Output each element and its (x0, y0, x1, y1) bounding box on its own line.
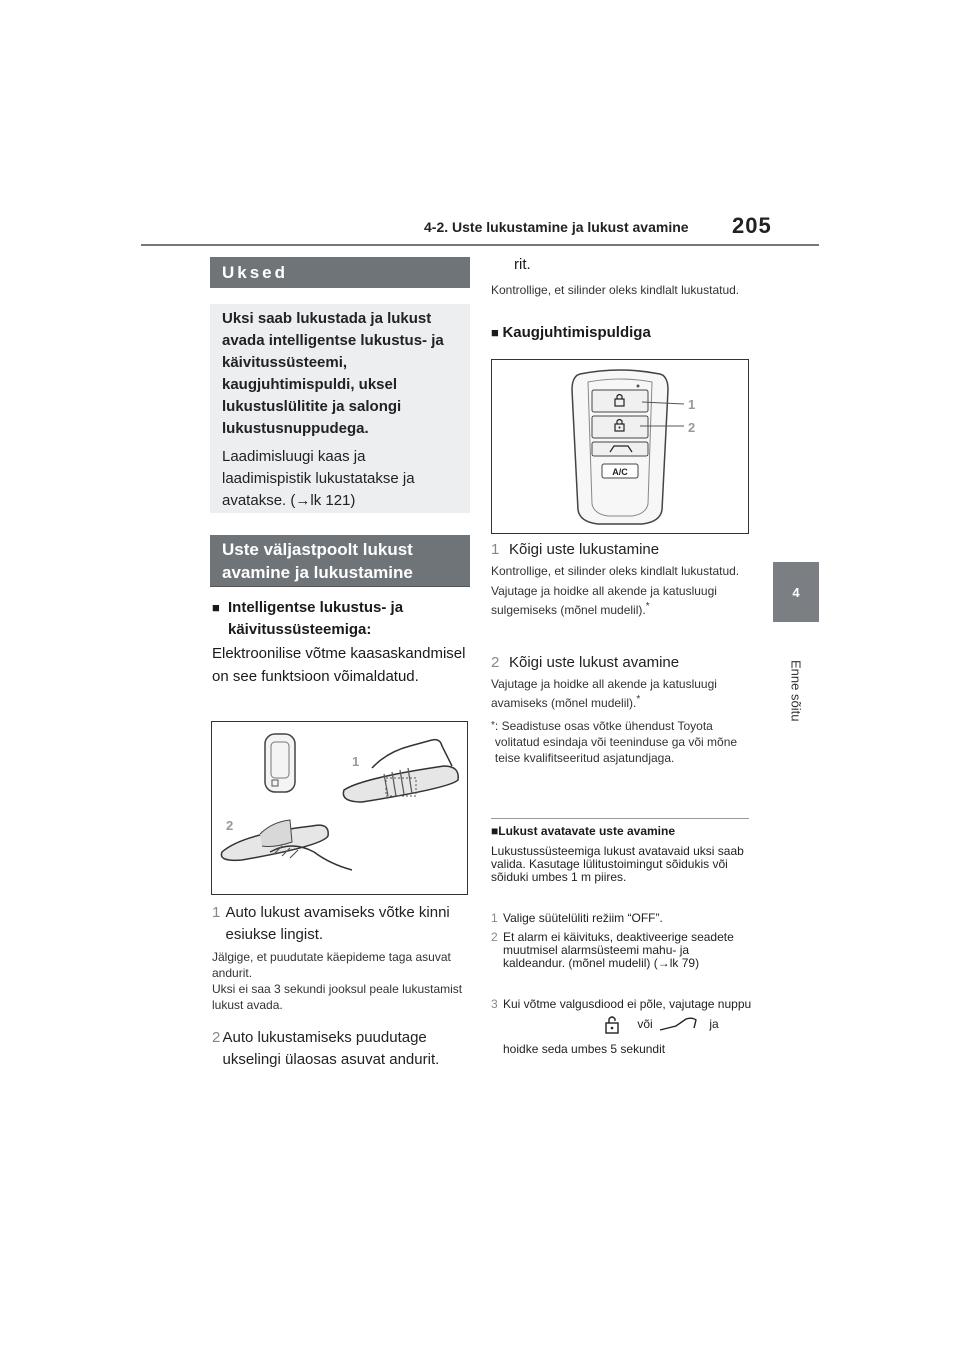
page-number: 205 (732, 213, 772, 238)
trunk-icon (656, 1016, 700, 1034)
note-text: Jälgige, et puudutate käepideme taga asuvat andurit. (212, 950, 451, 980)
unlock-step-2 (491, 931, 753, 970)
divider (491, 818, 749, 819)
paragraph-unlock-doors: Lukustussüsteemiga lukust avatavaid uksi saab valida. Kasutage lülitustoimingut sõidukis või sõiduki umbes 1 m piires. (491, 844, 744, 884)
remote-note-unlock (491, 676, 749, 711)
running-header: 4-2. Uste lukustamine ja lukust avamine (424, 219, 689, 235)
step-number: 1 (491, 541, 500, 558)
subheading-unlock-doors (491, 824, 675, 838)
subheading-smart-entry: ■ Intelligentse lukustus- ja käivitussüsteemiga: (212, 597, 470, 641)
note-text: Uksi ei saa 3 sekundi jooksul peale lukustamist lukust avada. (212, 982, 463, 1012)
step-text: Auto lukust avamiseks võtke kinni esiukse lingist. (225, 904, 450, 943)
step-text: Kui võtme valgusdiood ei põle, vajutage nuppu (503, 997, 752, 1011)
fig1-label-1: 1 (352, 754, 360, 769)
inline-text: ja (709, 1017, 719, 1032)
unlock-step-3-icons (600, 1014, 719, 1036)
subheading-text: Intelligentse lukustus- ja käivitussüsteemiga: (228, 599, 404, 638)
unlock-icon (600, 1014, 624, 1036)
key-fob-icon (572, 370, 668, 524)
step-text: Kõigi uste lukust avamine (509, 654, 680, 671)
bullet: ■ (491, 824, 499, 838)
chapter-label: Enne sõitu (788, 660, 804, 722)
remote-illustration (492, 360, 748, 533)
ac-button-label: A/C (612, 467, 628, 477)
step-text: Valige süütelüliti režiim “OFF”. (503, 911, 663, 925)
note-text: Vajutage ja hoidke all akende ja katusluugi sulgemiseks (mõnel mudelil). (491, 584, 717, 617)
asterisk: * (645, 601, 650, 612)
step-text: Et alarm ei käivituks, deaktiveerige seadete muutmisel alarmsüsteemi mahu- ja kaldeandur. (mõnel mudelil) (→lk 79) (503, 930, 734, 970)
inline-text: või (637, 1017, 653, 1032)
bullet: ■ (491, 325, 503, 340)
hand-icon (221, 820, 352, 870)
fig1-label-2: 2 (226, 818, 234, 833)
subheading-text: Lukust avatavate uste avamine (498, 824, 675, 838)
note-text-with-asterisk (491, 583, 749, 618)
step-number: 1 (212, 904, 221, 921)
remote-note-lock (491, 563, 749, 618)
footnote (491, 718, 749, 766)
note-sensor (212, 949, 470, 1013)
summary-bold: Uksi saab lukustada ja lukust avada intelligentse lukustus- ja käivitussüsteemi, kaugjuhtimispuldi, uksel lukustuslülitite ja salongi lukustusnuppudega. (222, 310, 444, 437)
remote-step-unlock (491, 652, 679, 674)
key-fob-icon (265, 734, 295, 792)
step-number: 3 (491, 997, 498, 1011)
figure-door-handle (211, 721, 468, 895)
footnote-text: : Seadistuse osas võtke ühendust Toyota volitatud esindaja või teeninduse ga või mõne teise kvalifitseeritud asjatundjaga. (494, 719, 738, 765)
note-text: Kontrollige, et silinder oleks kindlalt lukustatud. (491, 564, 740, 578)
step-text: Auto lukustamiseks puudutage ukselingi ülaosas asuvat andurit. (222, 1029, 440, 1068)
section-divider (210, 586, 470, 587)
fig2-label-1: 1 (688, 397, 696, 412)
step-number: 2 (491, 654, 500, 671)
unlock-step-3-end: hoidke seda umbes 5 sekundit (503, 1042, 666, 1056)
door-handle-illustration (212, 722, 467, 894)
note-cylinder: Kontrollige, et silinder oleks kindlalt lukustatud. (491, 283, 740, 297)
step-number: 1 (491, 911, 498, 925)
fig2-label-2: 2 (688, 420, 696, 435)
subheading-text: Kaugjuhtimispuldiga (502, 324, 651, 341)
chapter-tab: 4 (773, 562, 819, 622)
step-number: 2 (212, 1029, 221, 1046)
note-text: Vajutage ja hoidke all akende ja katusluugi avamiseks (mõnel mudelil). (491, 677, 717, 710)
unlock-step-1 (491, 912, 753, 925)
step-text: Kõigi uste lukustamine (509, 541, 660, 558)
step-continuation: rit. (514, 256, 531, 273)
remote-step-lock (491, 539, 659, 561)
asterisk: * (636, 694, 641, 705)
summary-box (210, 304, 470, 513)
header-divider (141, 244, 819, 246)
hand-icon (343, 740, 458, 802)
subheading-remote (491, 324, 651, 341)
figure-remote (491, 359, 749, 534)
unlock-step-3 (491, 998, 753, 1011)
step-lock (212, 1027, 470, 1071)
section-heading-outside: Uste väljastpoolt lukust avamine ja lukustamine (210, 535, 470, 586)
paragraph-smart-entry: Elektroonilise võtme kaasaskandmisel on see funktsioon võimaldatud. (212, 645, 466, 685)
step-unlock (212, 902, 470, 946)
asterisk: * (491, 720, 495, 731)
step-number: 2 (491, 930, 498, 944)
summary-text: Laadimisluugi kaas ja laadimispistik lukustatakse ja avatakse. (→lk 121) (222, 448, 415, 509)
section-heading-uksed: Uksed (210, 257, 470, 288)
